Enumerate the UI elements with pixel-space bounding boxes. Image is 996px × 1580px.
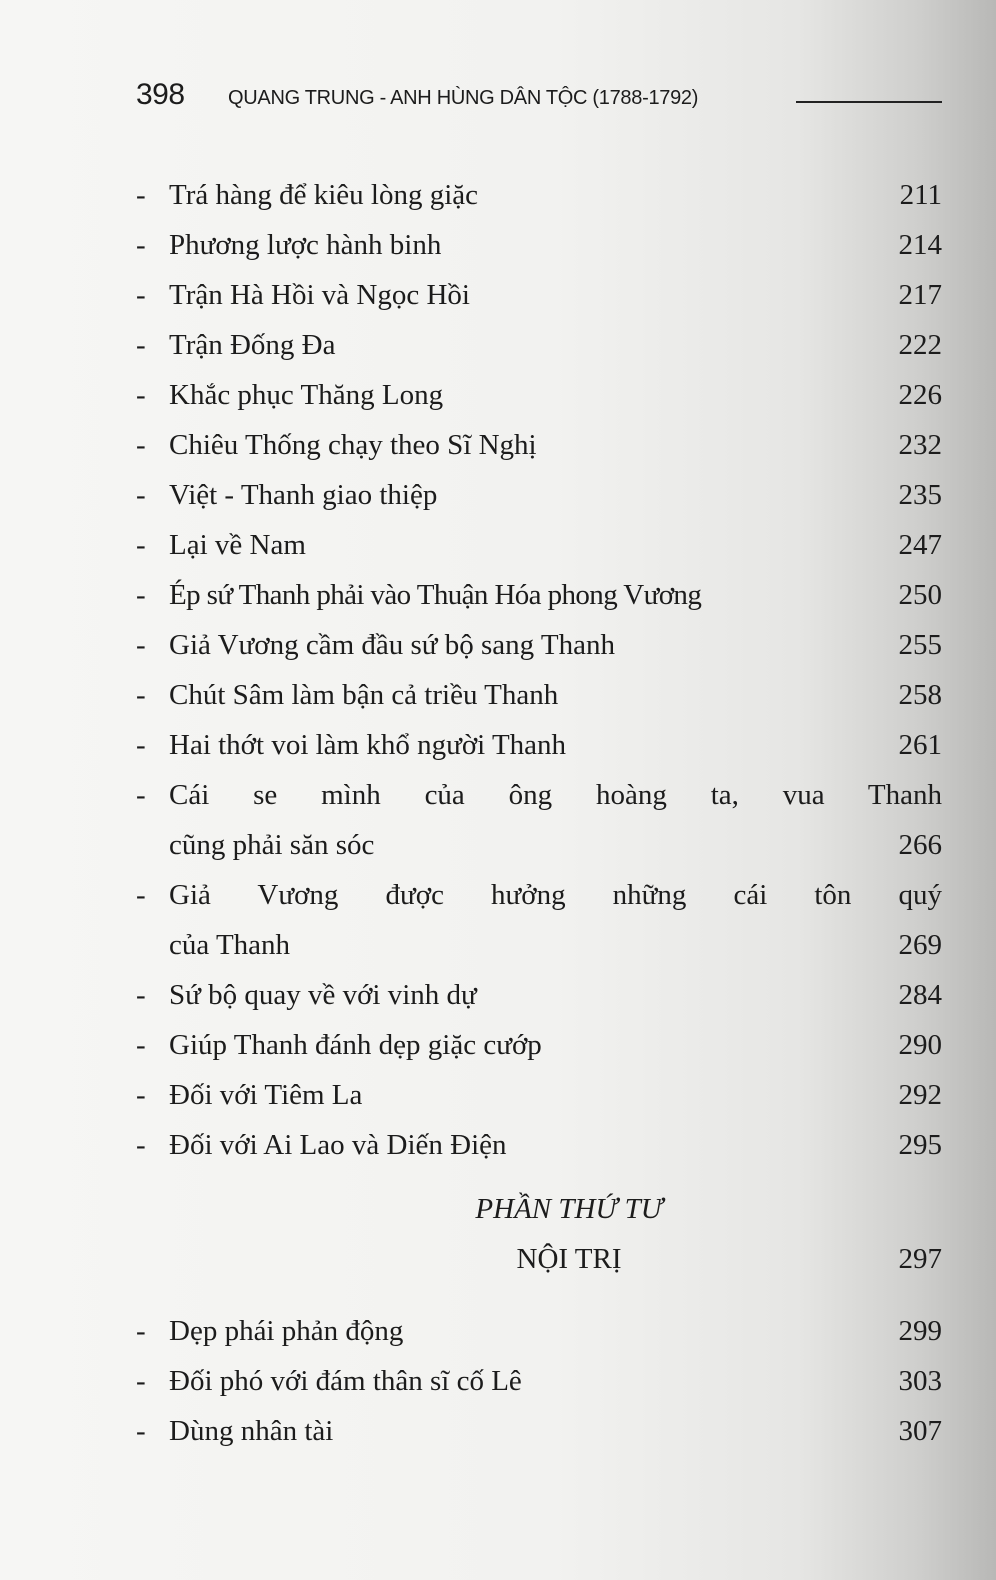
entry-page: 258: [898, 679, 942, 711]
entry-dash: -: [136, 879, 146, 911]
entry-page: 299: [898, 1315, 942, 1347]
entry-dash: -: [136, 379, 146, 411]
toc-entry[interactable]: [136, 1306, 942, 1356]
entry-dash: -: [136, 629, 146, 661]
entry-dash: -: [136, 729, 146, 761]
toc-entry[interactable]: [136, 1070, 942, 1120]
entry-dash: -: [136, 779, 146, 811]
entry-page: 214: [898, 229, 942, 261]
toc-entry[interactable]: [136, 620, 942, 670]
entry-page: 261: [898, 729, 942, 761]
entry-title: Đối với Ai Lao và Diến Điện: [169, 1129, 507, 1161]
toc-entry[interactable]: [136, 1406, 942, 1456]
entry-page: 290: [898, 1029, 942, 1061]
entry-dash: -: [136, 1129, 146, 1161]
part-page: 297: [898, 1243, 942, 1275]
entry-title: Đối phó với đám thân sĩ cố Lê: [169, 1365, 522, 1397]
entry-page: 307: [898, 1415, 942, 1447]
part-title: PHẦN THỨ TƯ: [475, 1193, 663, 1225]
entry-title: Giả Vương cầm đầu sứ bộ sang Thanh: [169, 629, 615, 661]
entry-dash: -: [136, 579, 146, 611]
page-number: 398: [136, 78, 185, 111]
entry-dash: -: [136, 279, 146, 311]
entry-title: Phương lược hành binh: [169, 229, 442, 261]
entry-page: 266: [898, 829, 942, 861]
toc-entry[interactable]: [136, 870, 942, 970]
entry-page: 303: [898, 1365, 942, 1397]
toc-entry[interactable]: [136, 420, 942, 470]
entry-dash: -: [136, 1079, 146, 1111]
toc-entry[interactable]: [136, 470, 942, 520]
entry-page: 235: [898, 479, 942, 511]
entry-title: Hai thớt voi làm khổ người Thanh: [169, 729, 567, 761]
part-heading[interactable]: [136, 1184, 942, 1284]
toc-entry[interactable]: [136, 370, 942, 420]
running-title: QUANG TRUNG - ANH HÙNG DÂN TỘC (1788-1792): [228, 87, 699, 109]
toc-entry[interactable]: [136, 270, 942, 320]
entry-title: Sứ bộ quay về với vinh dự: [169, 979, 477, 1011]
entry-dash: -: [136, 679, 146, 711]
entry-dash: -: [136, 229, 146, 261]
toc-entry[interactable]: [136, 720, 942, 770]
toc-entry[interactable]: [136, 1356, 942, 1406]
entry-dash: -: [136, 479, 146, 511]
entry-page: 284: [898, 979, 942, 1011]
entry-dash: -: [136, 329, 146, 361]
entry-title: Lại về Nam: [169, 529, 306, 561]
toc-entry[interactable]: [136, 220, 942, 270]
toc-entry[interactable]: [136, 670, 942, 720]
entry-title: Cái se mình của ông hoàng ta, vua Thanh: [169, 779, 942, 811]
part-subtitle-text: NỘI TRỊ: [516, 1243, 622, 1275]
toc-entry[interactable]: [136, 170, 942, 220]
entry-title: Dẹp phái phản động: [169, 1315, 404, 1347]
entry-title: Việt - Thanh giao thiệp: [169, 479, 438, 511]
table-of-contents: [136, 170, 942, 1456]
page-header: [136, 78, 942, 118]
toc-entry[interactable]: [136, 970, 942, 1020]
entry-title: Khắc phục Thăng Long: [169, 379, 444, 411]
entry-dash: -: [136, 979, 146, 1011]
toc-entry[interactable]: [136, 770, 942, 870]
toc-entry[interactable]: [136, 320, 942, 370]
entry-title: Chút Sâm làm bận cả triều Thanh: [169, 679, 559, 711]
entry-title: Ép sứ Thanh phải vào Thuận Hóa phong Vương: [169, 579, 702, 611]
entry-page: 247: [898, 529, 942, 561]
entry-dash: -: [136, 1315, 146, 1347]
entry-page: 232: [898, 429, 942, 461]
entry-dash: -: [136, 1415, 146, 1447]
entry-dash: -: [136, 1365, 146, 1397]
entry-page: 292: [898, 1079, 942, 1111]
entry-page: 255: [898, 629, 942, 661]
entry-page: 226: [898, 379, 942, 411]
entry-page: 217: [898, 279, 942, 311]
entry-page: 250: [898, 579, 942, 611]
entry-title: Chiêu Thống chạy theo Sĩ Nghị: [169, 429, 537, 461]
toc-entry[interactable]: [136, 1020, 942, 1070]
entry-title: Dùng nhân tài: [169, 1415, 334, 1447]
entry-title: Giúp Thanh đánh dẹp giặc cướp: [169, 1029, 542, 1061]
entry-title: Trận Đống Đa: [169, 329, 336, 361]
entry-title-continued: của Thanh: [169, 929, 291, 961]
entry-title: Trá hàng để kiêu lòng giặc: [169, 179, 479, 211]
toc-entry[interactable]: [136, 570, 942, 620]
entry-page: 295: [898, 1129, 942, 1161]
entry-page: 211: [899, 179, 942, 211]
entry-dash: -: [136, 1029, 146, 1061]
entry-page: 269: [898, 929, 942, 961]
header-rule: [796, 101, 942, 103]
entry-dash: -: [136, 179, 146, 211]
toc-entry[interactable]: [136, 520, 942, 570]
entry-title-continued: cũng phải săn sóc: [169, 829, 375, 861]
entry-dash: -: [136, 529, 146, 561]
entry-title: Đối với Tiêm La: [169, 1079, 363, 1111]
entry-dash: -: [136, 429, 146, 461]
part-subtitle: [196, 1234, 942, 1284]
entry-page: 222: [898, 329, 942, 361]
toc-entry[interactable]: [136, 1120, 942, 1170]
entry-title: Giả Vương được hưởng những cái tôn quý: [169, 879, 942, 911]
entry-title: Trận Hà Hồi và Ngọc Hồi: [169, 279, 470, 311]
